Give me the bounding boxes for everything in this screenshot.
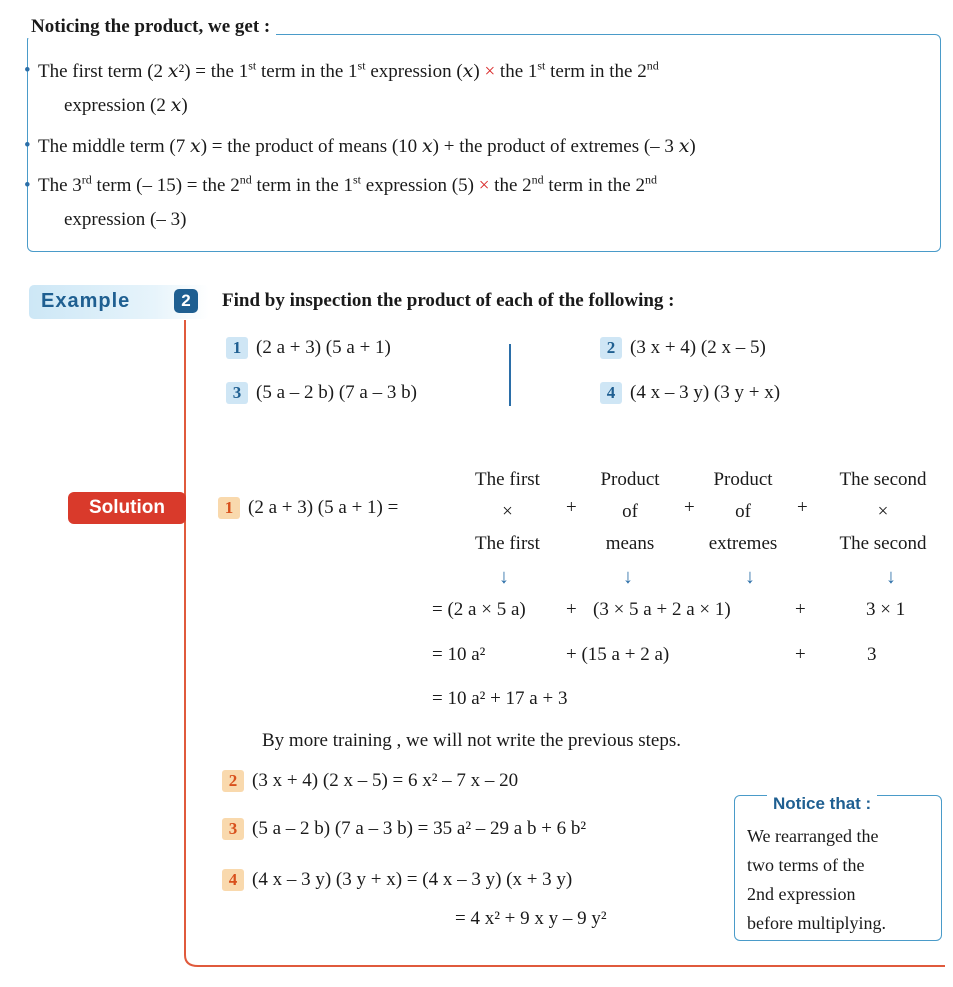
text: the 2 — [489, 175, 532, 196]
step3: = 10 a² + 17 a + 3 — [432, 688, 568, 709]
text: (2 a + 3) (5 a + 1) = — [248, 497, 399, 518]
text: term in the 1 — [251, 175, 354, 196]
header-second-second — [823, 464, 943, 560]
down-arrow-icon: ↓ — [886, 566, 896, 588]
text: The second — [839, 469, 927, 490]
text: (4 x – 3 y) (3 y + x) = (4 x – 3 y) (x + 3 y) — [252, 869, 573, 890]
training-note: By more training , we will not write the previous steps. — [262, 730, 681, 751]
problem-number: 4 — [600, 382, 622, 404]
solution-number: 4 — [222, 869, 244, 891]
text: The first term (2 — [38, 61, 168, 82]
text: The 3 — [38, 175, 82, 196]
text: The first — [475, 533, 540, 554]
sup: st — [357, 58, 366, 73]
problem-4 — [600, 382, 780, 404]
line: two terms of the — [747, 855, 865, 875]
sup: st — [248, 58, 257, 73]
example-label: Example — [41, 290, 131, 312]
line: We rearranged the — [747, 826, 879, 846]
solution-1-lhs — [218, 497, 398, 519]
down-arrow-icon: ↓ — [623, 566, 633, 588]
text: term in the 2 — [543, 175, 645, 196]
notice-that-body — [747, 822, 886, 938]
sup: st — [537, 58, 546, 73]
text: means — [605, 533, 655, 554]
text: The first — [475, 469, 540, 490]
step1-a: = (2 a × 5 a) — [432, 599, 526, 620]
plus: + — [684, 497, 695, 518]
problem-1 — [226, 337, 391, 359]
text: Product — [600, 469, 660, 490]
solution-number: 2 — [222, 770, 244, 792]
text: The second — [839, 533, 927, 554]
sup: nd — [239, 172, 252, 187]
step1-b: (3 × 5 a + 2 a × 1) — [593, 599, 731, 620]
var: x — [462, 60, 474, 82]
step2-a: = 10 a² — [432, 644, 486, 665]
text: expression (5) — [361, 175, 479, 196]
times-sign: × — [484, 61, 496, 82]
example-instruction: Find by inspection the product of each of the following : — [222, 290, 675, 311]
var: x — [170, 94, 182, 116]
text: (3 x + 4) (2 x – 5) = 6 x² – 7 x – 20 — [252, 770, 519, 791]
text: × — [877, 501, 889, 522]
notice-that-title: Notice that : — [767, 794, 877, 814]
down-arrow-icon: ↓ — [499, 566, 509, 588]
text: of — [622, 501, 638, 522]
problem-3 — [226, 382, 417, 404]
sup: rd — [81, 172, 92, 187]
text: of — [735, 501, 751, 522]
problem-text: (2 a + 3) (5 a + 1) — [256, 337, 391, 358]
var: x — [421, 135, 433, 157]
problem-number: 1 — [226, 337, 248, 359]
header-product-extremes — [696, 464, 790, 560]
var: x — [678, 135, 690, 157]
problem-text: (4 x – 3 y) (3 y + x) — [630, 382, 781, 403]
step1-plus: + — [795, 599, 806, 620]
example-badge — [29, 285, 209, 319]
step1-plus: + — [566, 599, 577, 620]
notice-that-box — [734, 795, 942, 941]
line: 2nd expression — [747, 884, 856, 904]
solution-4 — [222, 869, 572, 891]
step2-plus: + — [795, 644, 806, 665]
text: expression ( — [365, 61, 463, 82]
sup: nd — [646, 58, 659, 73]
step2-c: 3 — [867, 644, 877, 665]
text: Product — [713, 469, 773, 490]
bullet-third-term-cont: expression (– 3) — [64, 209, 187, 230]
text: term (– 15) = the 2 — [91, 175, 240, 196]
problem-2 — [600, 337, 766, 359]
text: × — [502, 501, 513, 522]
var: x — [189, 135, 201, 157]
text: term in the 2 — [545, 61, 647, 82]
problem-number: 2 — [600, 337, 622, 359]
text: ) + the product of extremes (– 3 — [432, 136, 679, 157]
text: ) — [473, 61, 485, 82]
problem-text: (3 x + 4) (2 x – 5) — [630, 337, 766, 358]
solution-4-result: = 4 x² + 9 x y – 9 y² — [455, 908, 607, 929]
text: extremes — [708, 533, 778, 554]
text: the 1 — [495, 61, 538, 82]
text: ) = the product of means (10 — [200, 136, 422, 157]
solution-number: 1 — [218, 497, 240, 519]
sup: st — [353, 172, 362, 187]
plus: + — [797, 497, 808, 518]
text: The middle term (7 — [38, 136, 190, 157]
text: ) — [689, 136, 696, 157]
down-arrow-icon: ↓ — [745, 566, 755, 588]
plus: + — [566, 497, 577, 518]
line: before multiplying. — [747, 913, 886, 933]
sup: nd — [644, 172, 657, 187]
problem-text: (5 a – 2 b) (7 a – 3 b) — [256, 382, 417, 403]
solution-2 — [222, 770, 518, 792]
header-first-first — [455, 464, 560, 560]
problem-number: 3 — [226, 382, 248, 404]
header-product-means — [588, 464, 672, 560]
text: ²) = the 1 — [178, 61, 249, 82]
times-sign: × — [478, 175, 490, 196]
notice-title: Noticing the product, we get : — [25, 16, 276, 38]
solution-badge: Solution — [68, 492, 186, 524]
solution-3 — [222, 818, 586, 840]
text: term in the 1 — [256, 61, 358, 82]
example-number: 2 — [174, 289, 198, 313]
solution-number: 3 — [222, 818, 244, 840]
var: x — [167, 60, 179, 82]
step1-c: 3 × 1 — [866, 599, 906, 620]
sup: nd — [531, 172, 544, 187]
text: (5 a – 2 b) (7 a – 3 b) = 35 a² – 29 a b + 6 b² — [252, 818, 587, 839]
text: ) — [181, 95, 188, 116]
text: expression (2 — [64, 95, 171, 116]
step2-b: + (15 a + 2 a) — [566, 644, 670, 665]
